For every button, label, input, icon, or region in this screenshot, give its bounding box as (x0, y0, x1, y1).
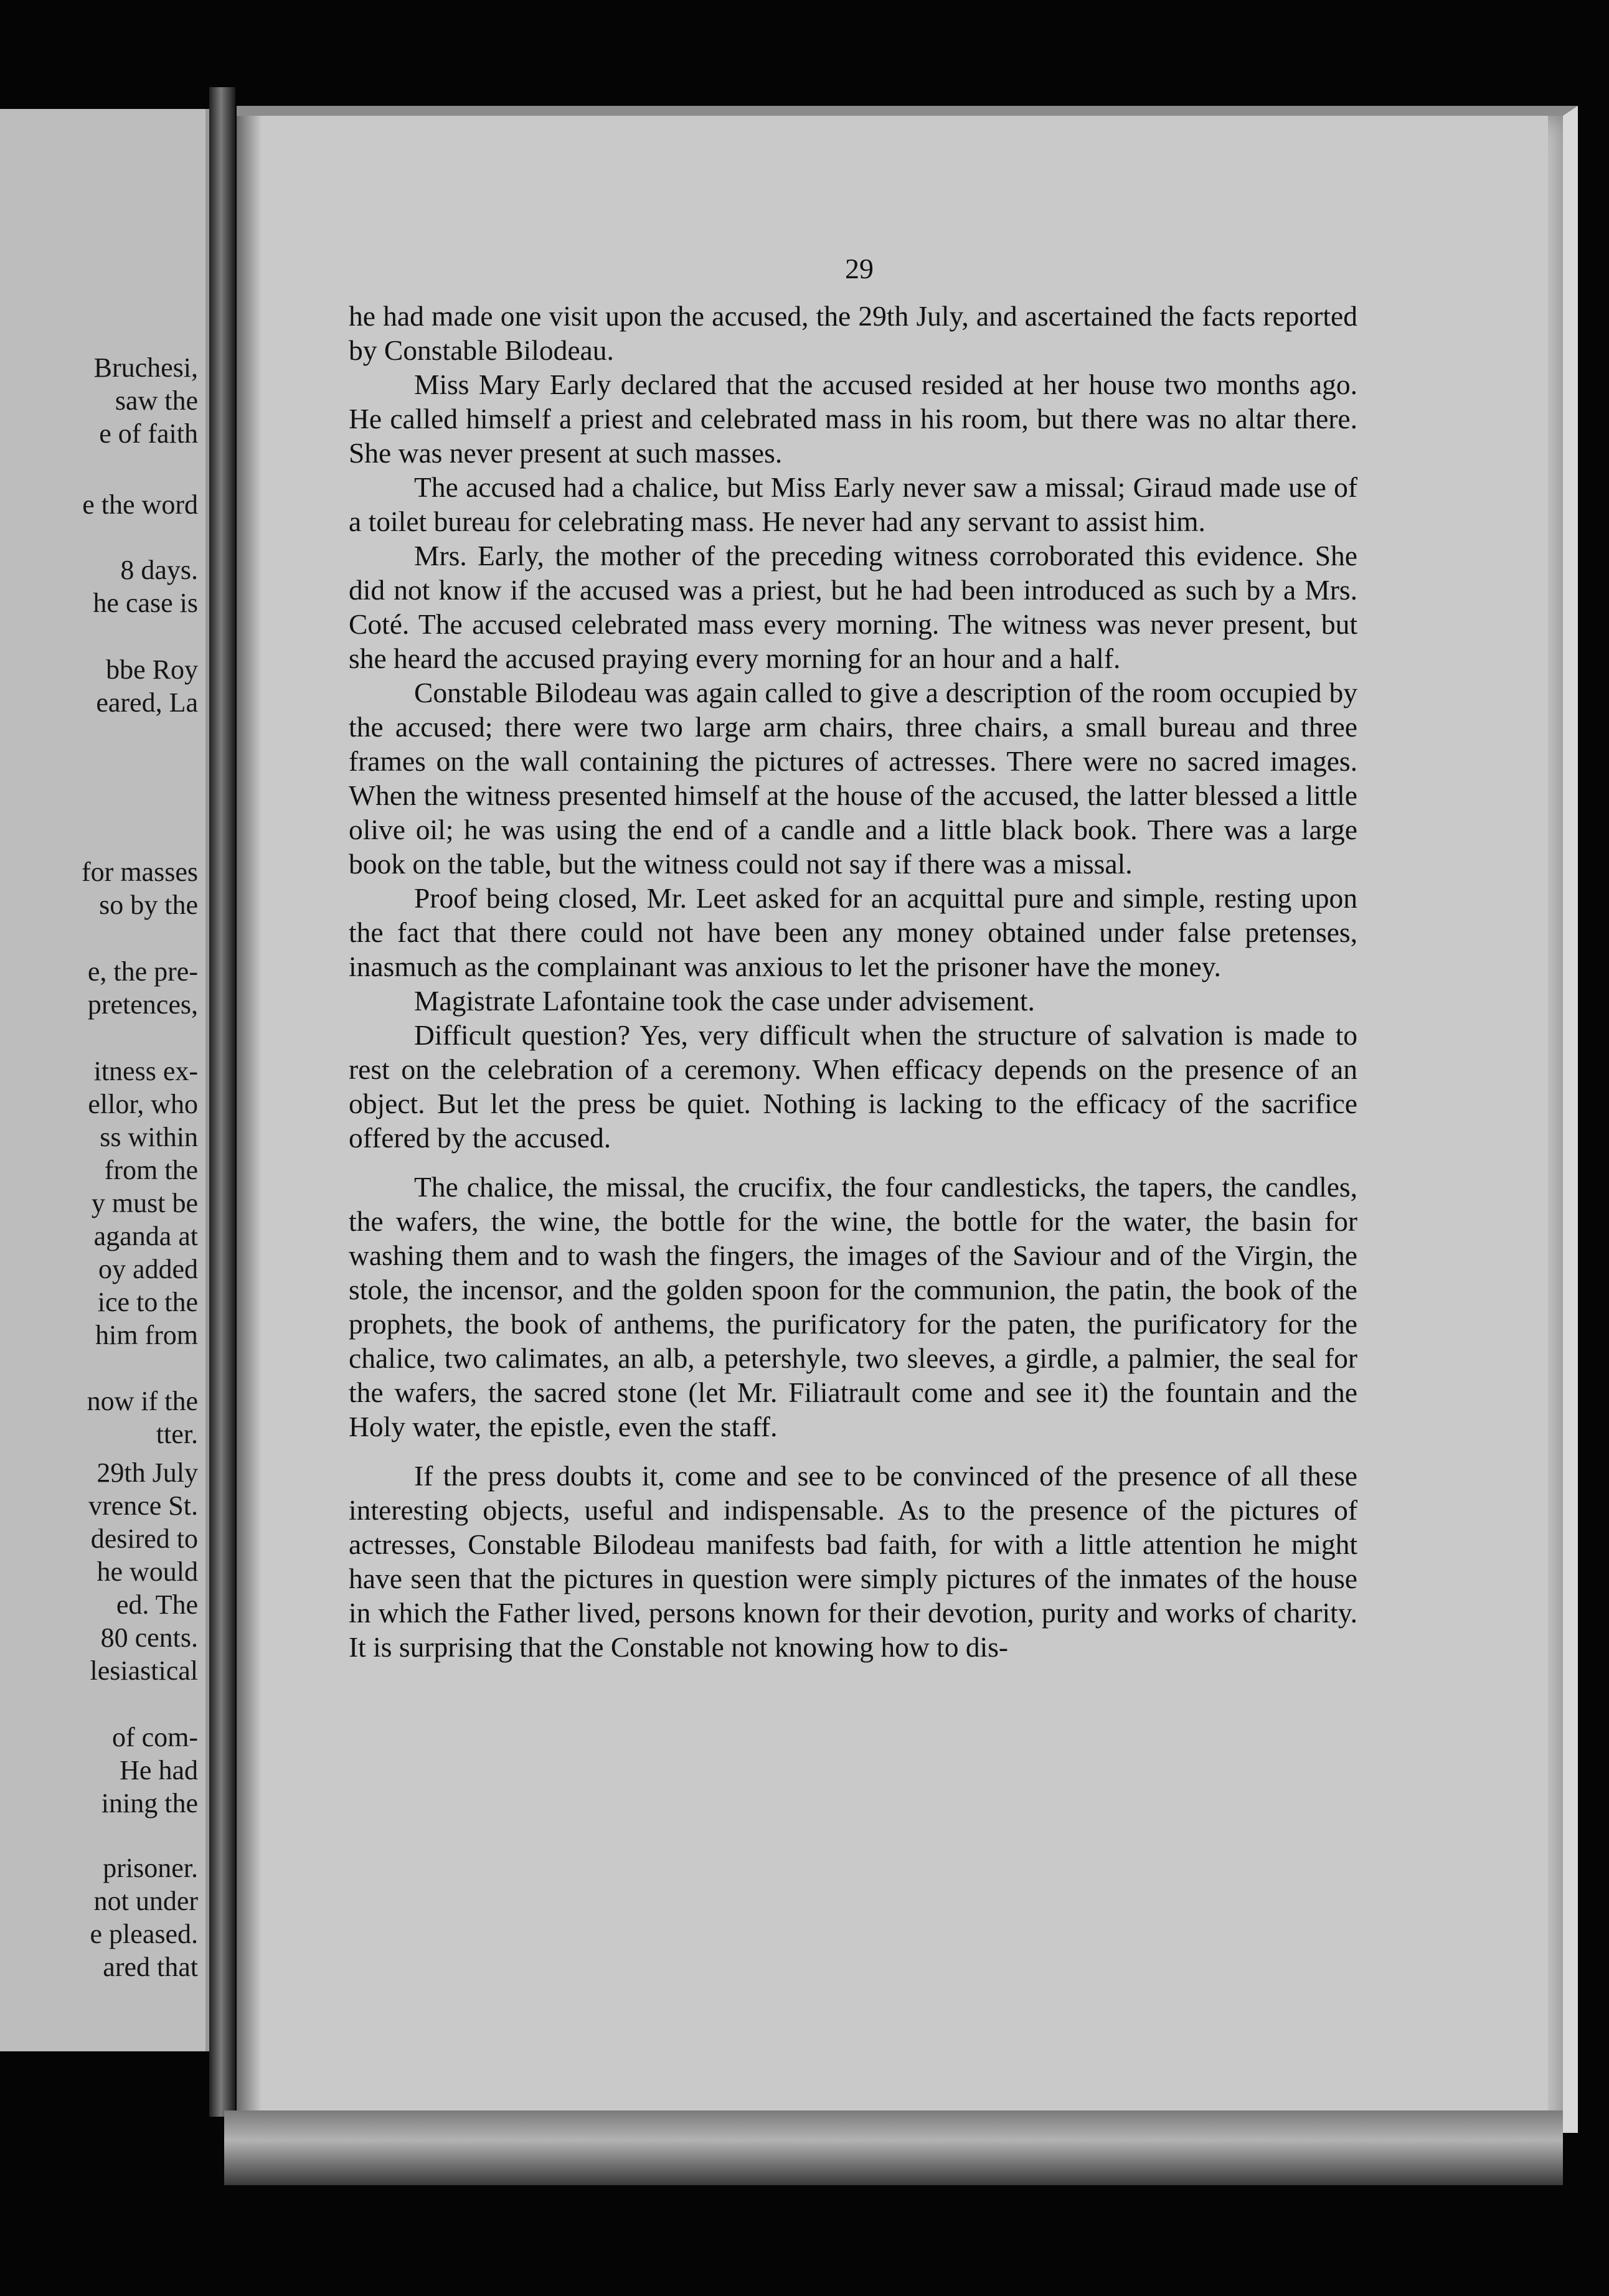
paragraph: If the press doubts it, come and see to be convinced of the presence of all these interesting objects, useful and indispensable. As to the presence of the pictures of actresses, Constable Bilodeau manifests bad faith, for with a little attention he might have seen that the pictures in question were simply pictures of the inmates of the house in which the Father lived, persons known for their devotion, purity and works of charity. It is surprising that the Constable not knowing how to dis- (349, 1460, 1357, 1663)
left-page-line: e, the pre- (87, 956, 198, 987)
left-page-line: 80 cents. (100, 1622, 198, 1653)
page-bottom-edge (224, 2110, 1563, 2185)
paragraph: Mrs. Early, the mother of the preceding witness corroborated this evidence. She did not know if the accused was a priest, but he had been introduced as such by a Mrs. Coté. The accused celebrated mass every morning. The witness was never present, but she heard the accused praying every morning for an hour and a half. (349, 540, 1357, 674)
left-page-line: 8 days. (120, 555, 198, 585)
left-page-line: Bruchesi, (93, 352, 198, 383)
left-page-line: He had (120, 1755, 198, 1786)
left-page-line: ellor, who (88, 1089, 198, 1119)
left-page-line: of com- (111, 1722, 198, 1753)
left-page-line: not under (93, 1886, 198, 1916)
body-text (349, 299, 1357, 2011)
paragraph: Difficult question? Yes, very difficult when the structure of salvation is made to rest on the celebration of a ceremony. When efficacy depends on the presence of an object. But let the press be quiet. Nothing is lacking to the efficacy of the sacrifice offered by the accused. (349, 1019, 1357, 1154)
left-page-line: desired to (90, 1523, 198, 1554)
left-page-line: e of faith (99, 418, 198, 449)
paragraph: Constable Bilodeau was again called to give a description of the room occupied by the accused; there were two large arm chairs, three chairs, a small bureau and three frames on the wall containing the pictures of actresses. There were no sacred images. When the witness presented himself at the house of the accused, the latter blessed a little olive oil; he was using the end of a candle and a little black book. There was a large book on the table, but the witness could not say if there was a missal. (349, 677, 1357, 880)
left-page-line: ed. The (116, 1589, 198, 1620)
left-page-line: saw the (115, 385, 198, 416)
left-page-line: oy added (98, 1254, 198, 1284)
left-page-partial (0, 109, 209, 2051)
left-page-line: y must be (91, 1188, 198, 1218)
left-page-line: ared that (103, 1952, 198, 1982)
paragraph: The accused had a chalice, but Miss Early never saw a missal; Giraud made use of a toilet bureau for celebrating mass. He never had any servant to assist him. (349, 471, 1357, 537)
left-page-line: tter. (156, 1419, 198, 1449)
left-page-line: ining the (101, 1788, 198, 1818)
left-page-line: 29th July (97, 1457, 198, 1488)
left-page-line: e the word (82, 489, 198, 520)
left-page-line: for masses (82, 857, 198, 887)
left-page-line: he case is (93, 588, 198, 618)
left-page-line: ice to the (97, 1287, 198, 1317)
left-page-line: lesiastical (90, 1655, 198, 1686)
left-page-line: pretences, (87, 989, 198, 1020)
paragraph: The chalice, the missal, the crucifix, the four candlesticks, the tapers, the candles, the wafers, the wine, the bottle for the wine, the bottle for the water, the basin for washing them and to wash the fingers, the images of the Saviour and of the Virgin, the stole, the incensor, and the golden spoon for the communion, the patin, the book of the prophets, the book of anthems, the purificatory for the paten, the purificatory for the chalice, two calimates, an alb, a petershyle, two sleeves, a girdle, a palmier, the seal for the wafers, the sacred stone (let Mr. Filiatrault come and see it) the fountain and the Holy water, the epistle, even the staff. (349, 1171, 1357, 1442)
left-page-line: from the (104, 1155, 198, 1185)
page-gutter-shadow (237, 116, 262, 2123)
left-page-line: eared, La (96, 687, 198, 718)
paragraph: he had made one visit upon the accused, the 29th July, and ascertained the facts reported by Constable Bilodeau. (349, 300, 1357, 366)
paragraph: Proof being closed, Mr. Leet asked for an acquittal pure and simple, resting upon the fact that there could not have been any money obtained under false pretenses, inasmuch as the complainant was anxious to let the prisoner have the money. (349, 882, 1357, 982)
left-page-line: prisoner. (103, 1853, 198, 1883)
paragraph: Magistrate Lafontaine took the case under advisement. (414, 985, 1035, 1017)
left-page-line: e pleased. (90, 1919, 198, 1949)
left-page-line: aganda at (93, 1221, 198, 1251)
left-page-line: itness ex- (93, 1056, 198, 1086)
left-page-line: bbe Roy (106, 654, 198, 685)
left-page-line: ss within (100, 1122, 198, 1152)
left-page-line: now if the (87, 1386, 198, 1416)
book-binding (209, 87, 235, 2117)
left-page-line: vrence St. (88, 1490, 198, 1521)
paragraph: Miss Mary Early declared that the accused resided at her house two months ago. He called himself a priest and celebrated mass in his room, but there was no altar there. She was never present at such masses. (349, 369, 1357, 469)
left-page-line: he would (97, 1556, 198, 1587)
left-page-line: so by the (99, 890, 198, 920)
page-number: 29 (845, 253, 874, 285)
left-page-line: him from (95, 1320, 198, 1350)
